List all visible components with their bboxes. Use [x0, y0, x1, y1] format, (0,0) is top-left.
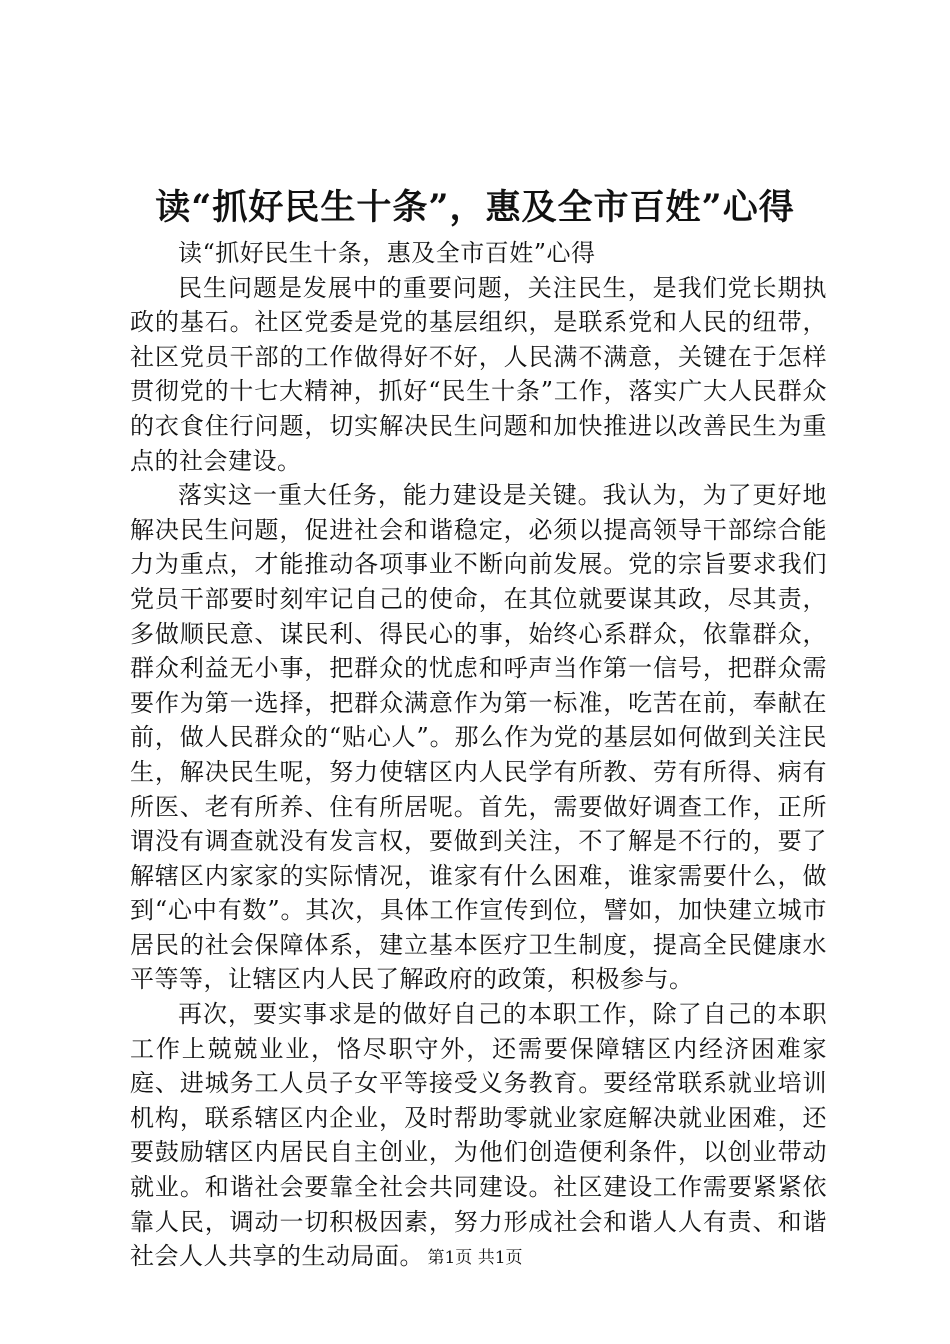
- page-number-footer: 第1页 共1页: [427, 1248, 523, 1268]
- body-paragraph-3: 再次，要实事求是的做好自己的本职工作，除了自己的本职工作上兢兢业业，恪尽职守外，还需要保障辖区内经济困难家庭、进城务工人员子女平等接受义务教育。要经常联系就业培训机构，联系辖区内企业，及时帮助零就业家庭解决就业困难，还要鼓励辖区内居民自主创业，为他们创造便利条件，以创业带动就业。和谐社会要靠全社会共同建设。社区建设工作需要紧紧依靠人民，调动一切积极因素，努力形成社会和谐人人有责、和谐社会人人共享的生动局面。: [130, 1000, 827, 1271]
- body-paragraph-2: 落实这一重大任务，能力建设是关键。我认为，为了更好地解决民生问题，促进社会和谐稳定，必须以提高领导干部综合能力为重点，才能推动各项事业不断向前发展。党的宗旨要求我们党员干部要时刻牢记自己的使命，在其位就要谋其政，尽其责，多做顺民意、谋民利、得民心的事，始终心系群众，依靠群众，群众利益无小事，把群众的忧虑和呼声当作第一信号，把群众需要作为第一选择，把群众满意作为第一标准，吃苦在前，奉献在前，做人民群众的“贴心人”。那么作为党的基层如何做到关注民生，解决民生呢，努力使辖区内人民学有所教、劳有所得、病有所医、老有所养、住有所居呢。首先，需要做好调查工作，正所谓没有调查就没有发言权，要做到关注，不了解是不行的，要了解辖区内家家的实际情况，谁家有什么困难，谁家需要什么，做到“心中有数”。其次，具体工作宣传到位，譬如，加快建立城市居民的社会保障体系，建立基本医疗卫生制度，提高全民健康水平等等，让辖区内人民了解政府的政策，积极参与。: [130, 481, 827, 994]
- document-title: 读“抓好民生十条”，惠及全市百姓”心得: [155, 187, 795, 228]
- body-paragraph-1: 民生问题是发展中的重要问题，关注民生，是我们党长期执政的基石。社区党委是党的基层组织，是联系党和人民的纽带，社区党员干部的工作做得好不好，人民满不满意，关键在于怎样贯彻党的十七大精神，抓好“民生十条”工作，落实广大人民群众的衣食住行问题，切实解决民生问题和加快推进以改善民生为重点的社会建设。: [130, 273, 827, 475]
- subtitle-paragraph: 读“抓好民生十条，惠及全市百姓”心得: [178, 239, 596, 267]
- document-body: [130, 236, 827, 1274]
